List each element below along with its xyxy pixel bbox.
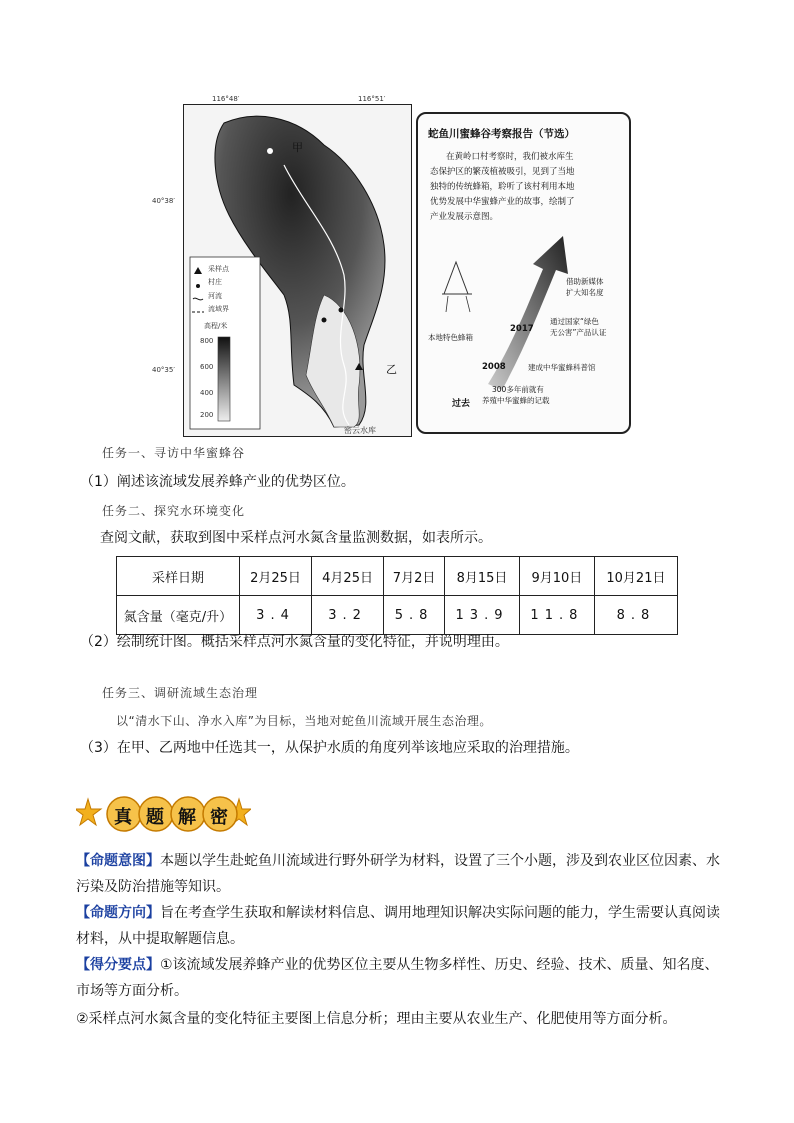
analysis-text: 本题以学生赴蛇鱼川流域进行野外研学为材料，设置了三个小题，涉及到农业区位因素、水 [160, 853, 720, 869]
step-history-line: 300多年前就有 [492, 385, 544, 394]
elev-tick-400: 400 [200, 389, 214, 397]
table-value: 8.8 [594, 596, 677, 635]
table-value: 3.4 [240, 596, 312, 635]
label-yi: 乙 [386, 363, 397, 376]
analysis-p1 [76, 848, 726, 900]
legend-village-label: 村庄 [208, 278, 222, 286]
analysis-text: 市场等方面分析。 [76, 983, 188, 999]
task1-heading: 任务一、寻访中华蜜蜂谷 [102, 446, 246, 460]
question-3: （3）在甲、乙两地中任选其一，从保护水质的角度列举该地应采取的治理措施。 [80, 740, 579, 756]
task2-heading: 任务二、探究水环境变化 [102, 504, 246, 518]
legend-river-label: 河流 [208, 292, 222, 300]
legend-elev-title: 高程/米 [204, 322, 228, 330]
table-row [117, 557, 678, 596]
village-dot [322, 318, 327, 323]
step-past: 过去 [452, 399, 471, 409]
table-value: 11.8 [519, 596, 594, 635]
lon-left-label: 116°48′ [212, 95, 240, 103]
task3-text: 以“清水下山、净水入库”为目标，当地对蛇鱼川流域开展生态治理。 [116, 714, 492, 728]
reservoir-label: 密云水库 [344, 426, 376, 435]
report-title: 蛇鱼川蜜蜂谷考察报告（节选） [428, 128, 575, 140]
legend-village-icon [196, 284, 200, 288]
analysis-text: 旨在考查学生获取和解读材料信息、调用地理知识解决实际问题的能力，学生需要认真阅读 [160, 905, 720, 921]
legend-sample-label: 采样点 [208, 265, 229, 273]
legend-basin-label: 流域界 [208, 305, 229, 313]
table-value: 3.2 [312, 596, 384, 635]
analysis-tag: 【命题意图】 [76, 853, 160, 869]
table-date: 2月25日 [240, 557, 312, 596]
analysis-tag: 【命题方向】 [76, 905, 160, 921]
banner-char: 真 [114, 807, 132, 828]
analysis-text: 材料，从中提取解题信息。 [76, 931, 244, 947]
analysis-p3 [76, 952, 726, 1004]
step-history-line: 养殖中华蜜蜂的记载 [482, 396, 550, 405]
table-date: 9月10日 [519, 557, 594, 596]
star-left-icon [76, 799, 101, 825]
table-row [117, 596, 678, 635]
table-date: 10月21日 [594, 557, 677, 596]
elev-tick-800: 800 [200, 337, 214, 345]
year-2017: 2017 [510, 324, 534, 334]
lat-top-label: 40°38′ [152, 197, 175, 205]
analysis-text: 污染及防治措施等知识。 [76, 879, 230, 895]
analysis-tag: 【得分要点】 [76, 957, 160, 973]
analysis-text: ①该流域发展养蜂产业的优势区位主要从生物多样性、历史、经验、技术、质量、知名度、 [160, 957, 719, 973]
question-1: （1）阐述该流域发展养蜂产业的优势区位。 [80, 474, 355, 490]
banner-char: 密 [210, 807, 228, 828]
report-body [430, 150, 620, 225]
analysis-p4: ②采样点河水氮含量的变化特征主要图上信息分析；理由主要从农业生产、化肥使用等方面分析。 [76, 1011, 677, 1027]
elev-tick-200: 200 [200, 411, 214, 419]
table-header-label: 采样日期 [117, 557, 240, 596]
table-date: 7月2日 [384, 557, 445, 596]
village-jia-dot [267, 148, 273, 154]
table-row-label: 氮含量（毫克/升） [117, 596, 240, 635]
table-date: 8月15日 [445, 557, 520, 596]
report-line: 在黄岭口村考察时，我们被水库生 [446, 152, 574, 162]
banner-char: 解 [178, 807, 196, 828]
nitrogen-table [116, 556, 678, 635]
elev-tick-600: 600 [200, 363, 214, 371]
analysis-p2 [76, 900, 726, 952]
village-dot [339, 308, 344, 313]
lon-right-label: 116°51′ [358, 95, 386, 103]
field-report-panel [416, 112, 631, 434]
step-cert-line: 通过国家“绿色 [550, 317, 599, 326]
elevation-bar [218, 337, 230, 421]
beehive-icon [444, 262, 468, 294]
report-line: 优势发展中华蜜蜂产业的故事，绘制了 [430, 197, 575, 207]
banner-char: 题 [146, 807, 164, 828]
table-value: 5.8 [384, 596, 445, 635]
table-date: 4月25日 [312, 557, 384, 596]
section-banner [76, 793, 251, 835]
hive-caption: 本地特色蜂箱 [428, 333, 473, 342]
table-intro: 查阅文献，获取到图中采样点河水氮含量监测数据，如表所示。 [100, 530, 492, 546]
step-cert-line: 无公害”产品认证 [550, 328, 607, 337]
report-line: 独特的传统蜂箱，聆听了该村利用本地 [430, 182, 575, 192]
step-museum: 建成中华蜜蜂科普馆 [528, 363, 596, 372]
question-2: （2）绘制统计图。概括采样点河水氮含量的变化特征，并说明理由。 [80, 634, 509, 650]
lat-bottom-label: 40°35′ [152, 366, 175, 374]
year-2008: 2008 [482, 362, 506, 372]
report-line: 产业发展示意图。 [430, 212, 499, 222]
label-jia: 甲 [292, 141, 303, 154]
step-media-line: 借助新媒体 [566, 277, 604, 286]
task3-heading: 任务三、调研流域生态治理 [102, 686, 259, 700]
step-cert [550, 316, 606, 338]
table-value: 13.9 [445, 596, 520, 635]
report-line: 态保护区的繁茂植被吸引，见到了当地 [430, 167, 575, 177]
step-media [566, 276, 604, 298]
basin-map [183, 104, 412, 437]
step-history [482, 384, 550, 406]
step-media-line: 扩大知名度 [566, 288, 604, 297]
